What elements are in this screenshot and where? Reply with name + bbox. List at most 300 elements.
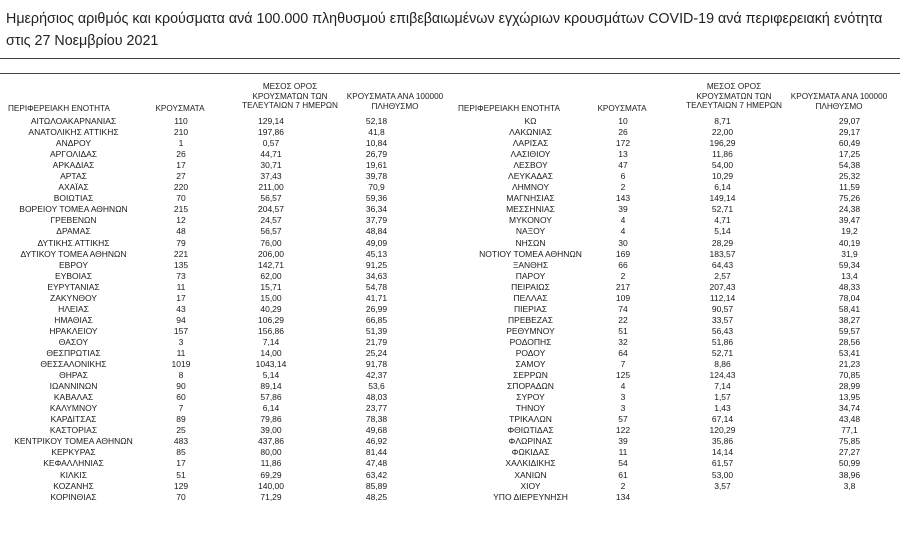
- avg7-cell: 24,57: [260, 215, 282, 226]
- region-cell: ΠΑΡΟΥ: [515, 270, 546, 281]
- region-cell: ΔΥΤΙΚΗΣ ΑΤΤΙΚΗΣ: [37, 237, 110, 248]
- table-row: [458, 149, 897, 160]
- region-cell: ΧΑΝΙΩΝ: [514, 469, 547, 480]
- table-row: [458, 182, 897, 193]
- avg7-cell: 149,14: [709, 193, 736, 204]
- cases-cell: 79: [176, 237, 186, 248]
- header-cases: ΚΡΟΥΣΜΑΤΑ: [155, 104, 205, 113]
- table-row: [0, 359, 426, 370]
- avg7-cell: 7,14: [262, 336, 280, 347]
- per100k-cell: 21,79: [365, 336, 388, 347]
- cases-cell: 217: [615, 281, 631, 292]
- avg7-cell: 56,57: [260, 193, 282, 204]
- cases-cell: 11: [618, 447, 628, 458]
- cases-cell: 172: [615, 138, 631, 149]
- per100k-cell: 70,9: [368, 182, 385, 193]
- cases-cell: 64: [618, 348, 628, 358]
- avg7-cell: 129,14: [258, 116, 284, 127]
- cases-cell: 17: [176, 160, 186, 171]
- table-row: [458, 481, 897, 492]
- cases-cell: 70: [176, 491, 186, 502]
- table-row: [458, 293, 897, 304]
- table-row: [0, 370, 426, 381]
- per100k-cell: 31,9: [841, 248, 858, 259]
- left-data-table: [0, 116, 426, 503]
- table-row: [458, 271, 897, 282]
- region-cell: ΑΡΚΑΔΙΑΣ: [52, 160, 95, 171]
- avg7-cell: 15,71: [260, 281, 282, 292]
- table-row: [458, 260, 897, 271]
- avg7-cell: 11,86: [712, 149, 733, 160]
- region-cell: ΙΩΑΝΝΙΝΩΝ: [49, 381, 98, 392]
- region-cell: ΚΟΖΑΝΗΣ: [53, 480, 94, 491]
- table-row: [458, 238, 897, 249]
- per100k-cell: 38,27: [838, 314, 861, 325]
- table-row: [0, 204, 426, 215]
- right-data-table: [458, 116, 897, 503]
- per100k-cell: 59,36: [365, 193, 388, 204]
- region-cell: ΑΡΓΟΛΙΔΑΣ: [49, 149, 98, 160]
- per100k-cell: 60,49: [838, 138, 861, 149]
- avg7-cell: 33,57: [711, 314, 734, 325]
- cases-cell: 221: [173, 248, 189, 259]
- region-cell: ΜΕΣΣΗΝΙΑΣ: [506, 204, 555, 215]
- avg7-cell: [643, 492, 802, 503]
- table-row: [0, 116, 426, 127]
- per100k-cell: 48,03: [365, 392, 388, 403]
- region-cell: ΦΘΙΩΤΙΔΑΣ: [507, 425, 554, 436]
- cases-cell: 94: [176, 314, 186, 325]
- region-cell: ΤΗΝΟΥ: [515, 403, 546, 414]
- cases-cell: 2: [620, 480, 626, 491]
- region-cell: ΡΟΔΟΠΗΣ: [509, 336, 552, 347]
- avg7-cell: 53,00: [711, 469, 734, 480]
- region-cell: ΗΜΑΘΙΑΣ: [54, 314, 93, 325]
- per100k-cell: 63,42: [365, 469, 388, 480]
- per100k-cell: 27,27: [838, 447, 861, 458]
- cases-cell: 215: [173, 204, 189, 215]
- per100k-cell: 34,74: [838, 403, 861, 414]
- cases-cell: 2: [620, 270, 626, 281]
- page-title: Ημερήσιος αριθμός και κρούσματα ανά 100.000 πληθυσμού επιβεβαιωμένων εγχώριων κρουσμάτων COVID-19 ανά περιφερειακή ενότητα στις 27 Νοεμβρίου 2021: [6, 11, 883, 49]
- region-cell: ΛΕΣΒΟΥ: [513, 160, 548, 171]
- header-region: ΠΕΡΙΦΕΡΕΙΑΚΗ ΕΝΟΤΗΤΑ: [8, 104, 110, 113]
- avg7-cell: 106,29: [258, 314, 284, 325]
- avg7-cell: 207,43: [709, 281, 736, 292]
- per100k-cell: 41,71: [365, 292, 388, 303]
- per100k-cell: 48,25: [365, 491, 388, 502]
- table-row: [0, 149, 426, 160]
- table-row: [458, 193, 897, 204]
- cases-cell: 22: [618, 314, 628, 325]
- avg7-cell: 197,86: [258, 127, 284, 138]
- region-cell: ΧΑΛΚΙΔΙΚΗΣ: [505, 458, 556, 469]
- avg7-cell: 183,57: [709, 248, 736, 259]
- per100k-cell: 25,24: [365, 348, 388, 358]
- table-row: [458, 127, 897, 138]
- per100k-cell: 34,63: [365, 270, 388, 281]
- per100k-cell: 75,85: [838, 436, 861, 447]
- cases-cell: 7: [620, 359, 626, 370]
- table-row: [0, 481, 426, 492]
- table-row: [0, 238, 426, 249]
- avg7-cell: 1,43: [714, 403, 731, 414]
- per100k-cell: 50,99: [838, 458, 861, 469]
- table-row: [458, 116, 897, 127]
- per100k-cell: 49,09: [365, 237, 388, 248]
- header-cases: ΚΡΟΥΣΜΑΤΑ: [597, 104, 647, 113]
- avg7-cell: 71,29: [260, 491, 282, 502]
- cases-cell: 51: [618, 325, 628, 336]
- table-row: [458, 249, 897, 260]
- cases-cell: 220: [173, 182, 189, 193]
- table-row: [458, 403, 897, 414]
- avg7-cell: 7,14: [714, 381, 731, 392]
- per100k-cell: 25,32: [838, 171, 861, 182]
- region-cell: ΑΧΑΪΑΣ: [58, 182, 89, 193]
- region-cell: ΚΑΒΑΛΑΣ: [53, 392, 94, 403]
- table-row: [0, 348, 426, 359]
- cases-cell: 17: [176, 292, 186, 303]
- per100k-cell: 26,79: [365, 149, 388, 160]
- table-row: [0, 436, 426, 447]
- region-cell: ΣΥΡΟΥ: [516, 392, 545, 403]
- table-row: [0, 138, 426, 149]
- avg7-cell: 52,71: [711, 348, 734, 358]
- avg7-cell: 8,71: [714, 116, 731, 127]
- cases-cell: 89: [176, 414, 186, 425]
- table-row: [458, 370, 897, 381]
- cases-cell: 122: [615, 425, 631, 436]
- region-cell: ΝΑΞΟΥ: [515, 226, 546, 237]
- region-cell: ΘΕΣΣΑΛΟΝΙΚΗΣ: [40, 359, 107, 370]
- cases-cell: 483: [173, 436, 189, 447]
- region-cell: ΚΩ: [524, 116, 537, 127]
- table-row: [458, 436, 897, 447]
- region-cell: ΑΝΔΡΟΥ: [55, 138, 92, 149]
- table-row: [458, 226, 897, 237]
- avg7-cell: 15,00: [260, 292, 282, 303]
- region-cell: ΖΑΚΥΝΘΟΥ: [50, 292, 97, 303]
- per100k-cell: 23,77: [365, 403, 388, 414]
- avg7-cell: 14,00: [260, 348, 282, 358]
- per100k-cell: 47,48: [365, 458, 388, 469]
- region-cell: ΚΑΡΔΙΤΣΑΣ: [50, 414, 97, 425]
- cases-cell: 134: [615, 491, 631, 502]
- per100k-cell: 29,17: [838, 127, 861, 138]
- per100k-cell: 28,99: [838, 381, 861, 392]
- cases-cell: 109: [615, 292, 631, 303]
- per100k-cell: 78,04: [838, 292, 861, 303]
- region-cell: ΑΝΑΤΟΛΙΚΗΣ ΑΤΤΙΚΗΣ: [28, 127, 119, 138]
- region-cell: ΓΡΕΒΕΝΩΝ: [50, 215, 97, 226]
- region-cell: ΚΕΡΚΥΡΑΣ: [51, 447, 96, 458]
- per100k-cell: 45,13: [365, 248, 388, 259]
- per100k-cell: 53,41: [838, 348, 861, 358]
- table-row: [0, 414, 426, 425]
- table-row: [458, 171, 897, 182]
- avg7-cell: 80,00: [260, 447, 282, 458]
- avg7-cell: 5,14: [262, 370, 280, 381]
- cases-cell: 27: [176, 171, 186, 182]
- avg7-cell: 156,86: [258, 325, 284, 336]
- cases-cell: 43: [176, 303, 186, 314]
- cases-cell: 3: [178, 336, 184, 347]
- cases-cell: 48: [176, 226, 186, 237]
- table-row: [0, 492, 426, 503]
- table-row: [0, 226, 426, 237]
- cases-cell: 54: [618, 458, 628, 469]
- avg7-cell: 3,57: [714, 480, 731, 491]
- region-cell: ΦΛΩΡΙΝΑΣ: [508, 436, 553, 447]
- cases-cell: 74: [618, 303, 628, 314]
- per100k-cell: 42,37: [365, 370, 388, 381]
- region-cell: ΚΑΣΤΟΡΙΑΣ: [49, 425, 98, 436]
- per100k-cell: 85,89: [365, 480, 388, 491]
- avg7-cell: 112,14: [709, 292, 736, 303]
- avg7-cell: 196,29: [709, 138, 736, 149]
- per100k-cell: 13,4: [841, 270, 858, 281]
- per100k-cell: 24,38: [838, 204, 861, 215]
- cases-cell: 210: [173, 127, 189, 138]
- avg7-cell: 64,43: [711, 259, 734, 270]
- cases-cell: 11: [176, 348, 186, 358]
- avg7-cell: 52,71: [711, 204, 734, 215]
- table-row: [0, 392, 426, 403]
- per100k-cell: 39,47: [838, 215, 861, 226]
- per100k-cell: 41,8: [368, 127, 385, 138]
- cases-cell: 85: [176, 447, 186, 458]
- cases-cell: 3: [620, 403, 626, 414]
- avg7-cell: 0,57: [262, 138, 280, 149]
- header-per100k: ΚΡΟΥΣΜΑΤΑ ΑΝΑ 100000 ΠΛΗΘΥΣΜΟ: [790, 92, 888, 111]
- per100k-cell: 29,07: [838, 116, 861, 127]
- region-cell: ΚΑΛΥΜΝΟΥ: [49, 403, 98, 414]
- cases-cell: 4: [620, 381, 626, 392]
- table-row: [0, 337, 426, 348]
- table-row: [0, 215, 426, 226]
- region-cell: ΕΥΡΥΤΑΝΙΑΣ: [47, 281, 100, 292]
- per100k-cell: 54,78: [365, 281, 388, 292]
- table-row: [458, 304, 897, 315]
- per100k-cell: 77,1: [841, 425, 858, 436]
- cases-cell: 66: [618, 259, 628, 270]
- per100k-cell: 91,78: [365, 359, 388, 370]
- region-cell: ΘΑΣΟΥ: [58, 336, 89, 347]
- table-row: [0, 304, 426, 315]
- divider: [0, 58, 900, 59]
- header-avg7: ΜΕΣΟΣ ΟΡΟΣ ΚΡΟΥΣΜΑΤΩΝ ΤΩΝ ΤΕΛΕΥΤΑΙΩΝ 7 ΗΜΕΡΩΝ: [686, 82, 782, 111]
- table-row: [0, 182, 426, 193]
- avg7-cell: 140,00: [258, 480, 284, 491]
- table-row: [458, 138, 897, 149]
- per100k-cell: 19,61: [365, 160, 388, 171]
- per100k-cell: 58,41: [838, 303, 861, 314]
- region-cell: ΚΙΛΚΙΣ: [60, 469, 87, 480]
- per100k-cell: 91,25: [365, 259, 388, 270]
- per100k-cell: 21,23: [838, 359, 861, 370]
- table-row: [458, 381, 897, 392]
- region-cell: ΗΛΕΙΑΣ: [58, 303, 89, 314]
- per100k-cell: 39,78: [365, 171, 388, 182]
- region-cell: ΛΑΚΩΝΙΑΣ: [509, 127, 552, 138]
- avg7-cell: 40,29: [260, 303, 282, 314]
- cases-cell: 12: [176, 215, 186, 226]
- region-cell: ΣΑΜΟΥ: [515, 359, 546, 370]
- cases-cell: 1: [178, 138, 184, 149]
- table-row: [458, 359, 897, 370]
- avg7-cell: 124,43: [709, 370, 736, 381]
- header-per100k: ΚΡΟΥΣΜΑΤΑ ΑΝΑ 100000 ΠΛΗΘΥΣΜΟ: [346, 92, 444, 111]
- avg7-cell: 57,86: [260, 392, 282, 403]
- table-row: [458, 215, 897, 226]
- avg7-cell: 76,00: [260, 237, 282, 248]
- avg7-cell: 142,71: [258, 259, 284, 270]
- avg7-cell: 69,29: [260, 469, 282, 480]
- cases-cell: 7: [178, 403, 184, 414]
- cases-cell: 25: [176, 425, 186, 436]
- cases-cell: 2: [620, 182, 626, 193]
- per100k-cell: 48,84: [365, 226, 388, 237]
- per100k-cell: 54,38: [838, 160, 861, 171]
- cases-cell: 61: [618, 469, 628, 480]
- avg7-cell: 1043,14: [255, 359, 287, 370]
- avg7-cell: 54,00: [711, 160, 734, 171]
- avg7-cell: 2,57: [714, 270, 731, 281]
- avg7-cell: 14,14: [711, 447, 734, 458]
- region-cell: ΒΟΡΕΙΟΥ ΤΟΜΕΑ ΑΘΗΝΩΝ: [19, 204, 128, 215]
- table-row: [0, 447, 426, 458]
- region-cell: ΚΟΡΙΝΘΙΑΣ: [50, 491, 97, 502]
- per100k-cell: 49,68: [365, 425, 388, 436]
- cases-cell: 26: [176, 149, 186, 160]
- region-cell: ΛΕΥΚΑΔΑΣ: [508, 171, 553, 182]
- table-row: [0, 282, 426, 293]
- avg7-cell: 44,71: [260, 149, 282, 160]
- cases-cell: 90: [176, 381, 186, 392]
- region-cell: ΠΕΙΡΑΙΩΣ: [511, 281, 550, 292]
- per100k-cell: 53,6: [368, 381, 385, 392]
- avg7-cell: 51,86: [711, 336, 734, 347]
- table-row: [0, 315, 426, 326]
- cases-cell: 10: [618, 116, 628, 127]
- per100k-cell: 36,34: [365, 204, 388, 215]
- per100k-cell: 75,26: [838, 193, 861, 204]
- per100k-cell: 78,38: [365, 414, 388, 425]
- header-avg7: ΜΕΣΟΣ ΟΡΟΣ ΚΡΟΥΣΜΑΤΩΝ ΤΩΝ ΤΕΛΕΥΤΑΙΩΝ 7 ΗΜΕΡΩΝ: [242, 82, 338, 111]
- region-cell: ΔΡΑΜΑΣ: [56, 226, 91, 237]
- table-row: [0, 193, 426, 204]
- region-cell: ΛΗΜΝΟΥ: [511, 182, 550, 193]
- table-row: [0, 470, 426, 481]
- region-cell: ΗΡΑΚΛΕΙΟΥ: [49, 325, 98, 336]
- per100k-cell: 10,84: [365, 138, 388, 149]
- cases-cell: 8: [178, 370, 184, 381]
- avg7-cell: 204,57: [258, 204, 284, 215]
- table-row: [458, 414, 897, 425]
- cases-cell: 4: [620, 215, 626, 226]
- per100k-cell: 37,79: [365, 215, 388, 226]
- cases-cell: 73: [176, 270, 186, 281]
- cases-cell: 13: [618, 149, 628, 160]
- cases-cell: 39: [618, 204, 628, 215]
- cases-cell: 125: [615, 370, 631, 381]
- table-row: [458, 315, 897, 326]
- avg7-cell: 10,29: [711, 171, 734, 182]
- cases-cell: 70: [176, 193, 186, 204]
- region-cell: ΝΟΤΙΟΥ ΤΟΜΕΑ ΑΘΗΝΩΝ: [479, 248, 582, 259]
- avg7-cell: 206,00: [258, 248, 284, 259]
- table-row: [0, 458, 426, 469]
- avg7-cell: 5,14: [714, 226, 731, 237]
- avg7-cell: 28,29: [711, 237, 734, 248]
- cases-cell: 26: [618, 127, 628, 138]
- cases-cell: 157: [173, 325, 189, 336]
- region-cell: ΘΗΡΑΣ: [59, 370, 88, 381]
- cases-cell: 4: [620, 226, 626, 237]
- region-cell: ΡΕΘΥΜΝΟΥ: [506, 325, 555, 336]
- region-cell: ΝΗΣΩΝ: [515, 237, 546, 248]
- divider: [0, 73, 900, 74]
- avg7-cell: 11,86: [260, 458, 282, 469]
- cases-cell: 6: [620, 171, 626, 182]
- table-row: [0, 403, 426, 414]
- table-row: [458, 425, 897, 436]
- per100k-cell: 48,33: [838, 281, 861, 292]
- per100k-cell: 59,57: [838, 325, 861, 336]
- table-row: [458, 160, 897, 171]
- cases-cell: 39: [618, 436, 628, 447]
- table-row: [458, 282, 897, 293]
- table-row: [0, 271, 426, 282]
- per100k-cell: 13,95: [838, 392, 861, 403]
- avg7-cell: 22,00: [711, 127, 734, 138]
- per100k-cell: 26,99: [365, 303, 388, 314]
- table-row: [0, 425, 426, 436]
- region-cell: ΤΡΙΚΑΛΩΝ: [509, 414, 552, 425]
- per100k-cell: 46,92: [365, 436, 388, 447]
- avg7-cell: 437,86: [258, 436, 284, 447]
- per100k-cell: [802, 492, 897, 503]
- per100k-cell: 28,56: [838, 336, 861, 347]
- table-row: [0, 127, 426, 138]
- per100k-cell: 51,39: [365, 325, 388, 336]
- table-row: [458, 204, 897, 215]
- cases-cell: 32: [618, 336, 628, 347]
- table-row: [0, 326, 426, 337]
- region-cell: ΕΥΒΟΙΑΣ: [55, 270, 92, 281]
- table-row: [0, 381, 426, 392]
- region-cell: ΣΕΡΡΩΝ: [513, 370, 548, 381]
- region-cell: ΦΩΚΙΔΑΣ: [511, 447, 550, 458]
- region-cell: ΑΙΤΩΛΟΑΚΑΡΝΑΝΙΑΣ: [30, 116, 117, 127]
- table-row: [458, 348, 897, 359]
- region-cell: ΕΒΡΟΥ: [58, 259, 88, 270]
- per100k-cell: 52,18: [365, 116, 388, 127]
- table-row: [458, 337, 897, 348]
- avg7-cell: 120,29: [709, 425, 736, 436]
- table-row: [458, 392, 897, 403]
- per100k-cell: 66,85: [365, 314, 388, 325]
- avg7-cell: 39,00: [260, 425, 282, 436]
- per100k-cell: 81,44: [365, 447, 388, 458]
- avg7-cell: 35,86: [711, 436, 734, 447]
- cases-cell: 3: [620, 392, 626, 403]
- avg7-cell: 61,57: [711, 458, 734, 469]
- table-row: [0, 171, 426, 182]
- per100k-cell: 59,34: [838, 259, 861, 270]
- avg7-cell: 6,14: [262, 403, 280, 414]
